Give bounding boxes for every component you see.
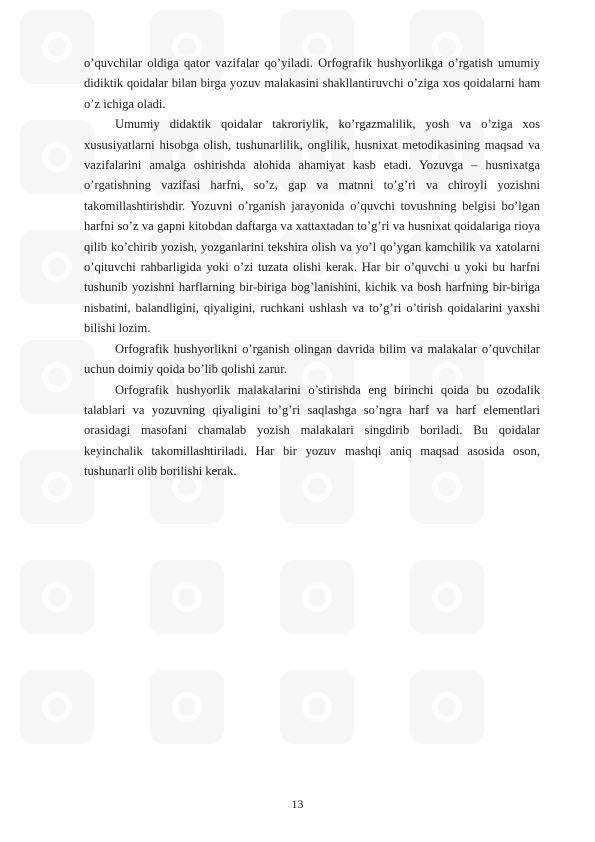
watermark-logo-icon <box>20 450 94 524</box>
watermark-logo-icon <box>410 670 484 744</box>
watermark-logo-icon <box>150 560 224 634</box>
watermark-logo-icon <box>150 670 224 744</box>
paragraph-orthographic-vigilance: Orfografik hushyorlikni o’rganish olingan davrida bilim va malakalar o’quvchilar uchun doimiy qoida bo’lib qolishi zarur. <box>84 341 540 377</box>
watermark-logo-icon <box>20 230 94 304</box>
watermark-logo-icon <box>20 670 94 744</box>
watermark-logo-icon <box>20 560 94 634</box>
watermark-logo-icon <box>280 670 354 744</box>
paragraph-continuation: o’quvchilar oldiga qator vazifalar qo’yiladi. Orfografik hushyorlikga o’rgatish umumiy didiktik qoidalar bilan birga yozuv malakasini shakllantiruvchi o’ziga xos qoidalarni ham o’z ichiga oladi. <box>84 56 540 111</box>
paragraph-didactic-rules: Umumiy didaktik qoidalar takroriylik, ko’rgazmalilik, yosh va o’ziga xos xususiyatlarni hisobga olish, tushunarlilik, onglilik, husnixat metodikasining maqsad va vazifalarini amalga oshirishda alohida ahamiyat kasb etadi. Yozuvga – husnixatga o’rgatishning vazifasi harfni, so’z, gap va matnni to’g’ri va chiroyli yozishni takomillashtirishdir. Yozuvni o’rganish jarayonida o’quvchi tovushning belgisi bo’lgan harfni so’z va gapni kitobdan daftarga va xattaxtadan to’g’ri va husnixat qoidalariga rioya qilib ko’chirib yozish, yozganlarini tekshira olish va yo’l qo’ygan kamchilik va xatolarni o’qituvchi rahbarligida yoki o’zi tuzata olishi kerak. Har bir o’quvchi u yoki bu harfni tushunib yozishni harflarning bir-biriga bog’lanishini, kichik va bosh harfning bir-biriga nisbatini, balandligini, qiyaligini, ruchkani ushlash va to’g’ri o’tirish qoidalarini yaxshi bilishi lozim. <box>84 117 540 336</box>
watermark-logo-icon <box>20 340 94 414</box>
watermark-logo-icon <box>20 10 94 84</box>
watermark-logo-icon <box>20 120 94 194</box>
watermark-logo-icon <box>280 560 354 634</box>
paragraph-first-rule: Orfografik hushyorlik malakalarini o’stirishda eng birinchi qoida bu ozodalik talablari va yozuvning qiyaligini to’g’ri saqlashga so’ngra harf va harf elementlari orasidagi masofani chamalab yozish malakalari singdirib boriladi. Bu qoidalar keyinchalik takomillashtiriladi. Har bir yozuv mashqi aniq maqsad asosida oson, tushunarli olib borilishi kerak. <box>84 382 540 479</box>
page-number: 13 <box>291 797 304 811</box>
page-body <box>84 53 540 482</box>
watermark-logo-icon <box>410 560 484 634</box>
